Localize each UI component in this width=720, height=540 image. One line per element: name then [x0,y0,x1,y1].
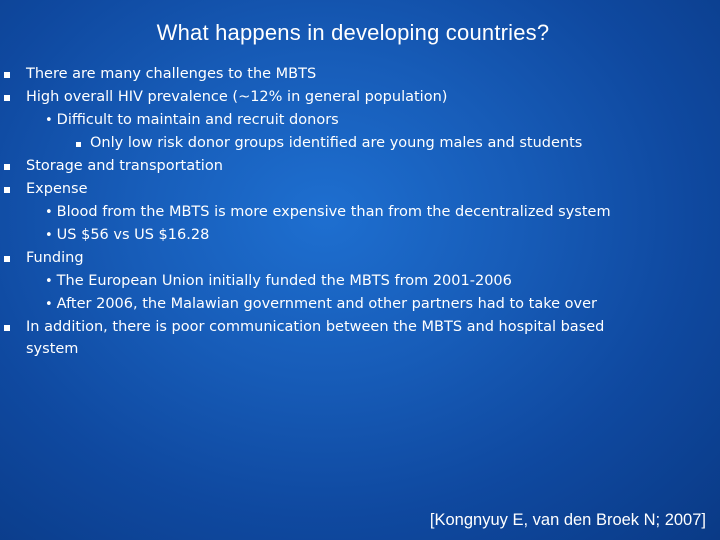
sub-bullet-item [0,109,720,132]
square-bullet-icon [76,142,81,147]
dot-bullet-icon: • [45,113,53,128]
bullet-text: Storage and transportation [26,158,223,174]
square-bullet-icon [4,256,10,262]
bullet-text: Funding [26,250,84,266]
bullet-item [0,316,720,339]
square-bullet-icon [4,72,10,78]
square-bullet-icon [4,164,10,170]
sub-bullet-item [0,293,720,316]
bullet-item [0,86,720,109]
sub-bullet-item [0,224,720,247]
dot-bullet-icon: • [45,274,53,289]
bullet-text: There are many challenges to the MBTS [26,66,317,82]
bullet-item [0,63,720,86]
bullet-item [0,155,720,178]
bullet-text: US $56 vs US $16.28 [56,227,210,243]
sub-bullet-item [0,270,720,293]
sub-bullet-item [0,201,720,224]
bullet-item [0,178,720,201]
citation: [Kongnyuy E, van den Broek N; 2007] [429,511,706,529]
sub-sub-bullet-item [0,132,720,155]
bullet-text: Expense [26,181,88,197]
bullet-text: system [26,341,79,357]
slide-title: What happens in developing countries? [156,20,550,45]
bullet-text: Only low risk donor groups identified are young males and students [90,135,583,151]
bullet-continuation [0,339,720,359]
dot-bullet-icon: • [45,205,53,220]
bullet-text: Blood from the MBTS is more expensive than from the decentralized system [56,204,611,220]
bullet-text: After 2006, the Malawian government and other partners had to take over [56,296,597,312]
square-bullet-icon [4,187,10,193]
bullet-item [0,247,720,270]
dot-bullet-icon: • [45,297,53,312]
bullet-list [0,63,720,359]
bullet-text: Difficult to maintain and recruit donors [56,112,339,128]
bullet-text: The European Union initially funded the MBTS from 2001-2006 [56,273,512,289]
square-bullet-icon [4,95,10,101]
dot-bullet-icon: • [45,228,53,243]
square-bullet-icon [4,325,10,331]
bullet-text: In addition, there is poor communication between the MBTS and hospital based [26,319,605,335]
bullet-text: High overall HIV prevalence (~12% in general population) [26,89,448,105]
